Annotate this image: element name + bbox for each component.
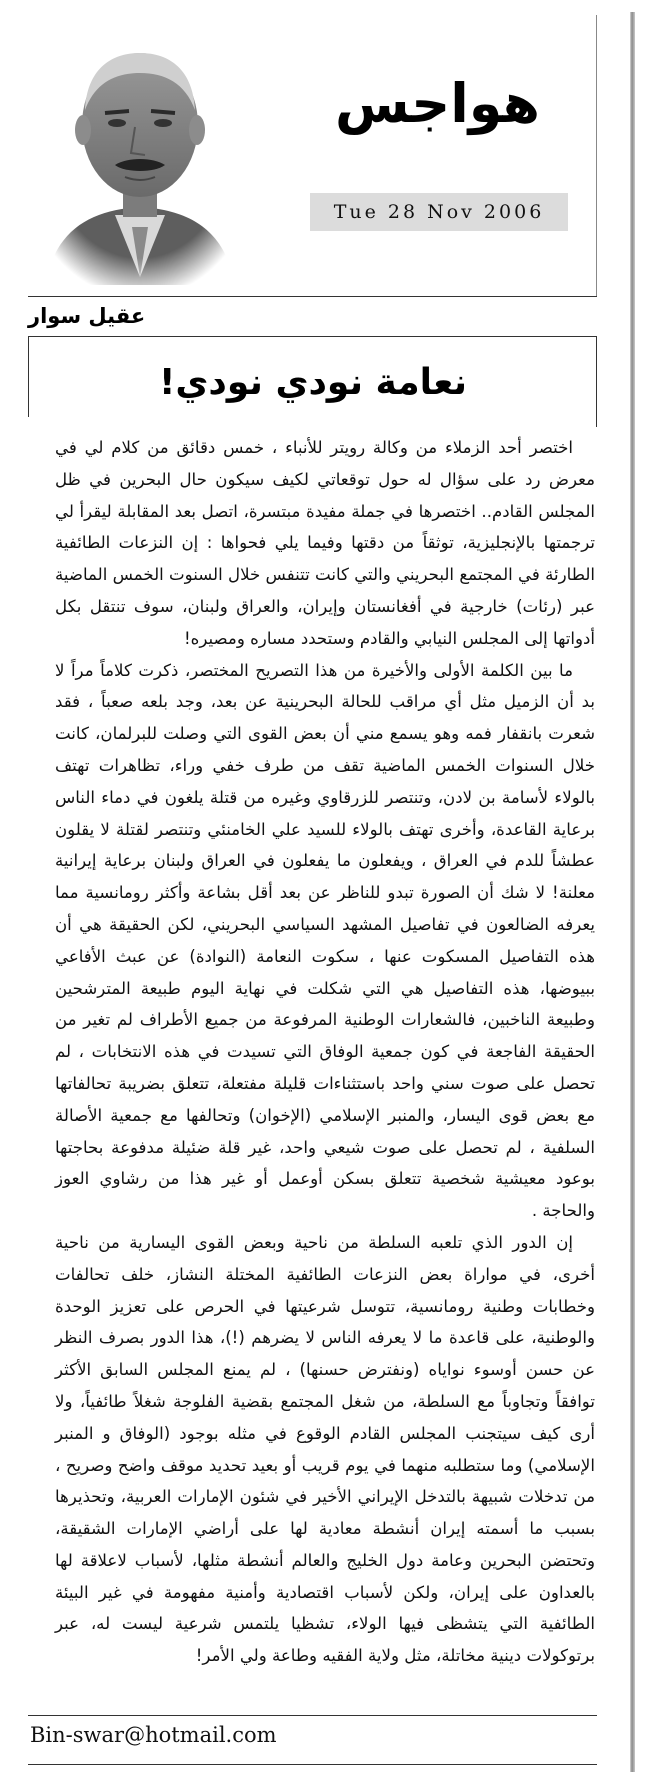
footer-rule-bottom (28, 1764, 597, 1765)
headline-box-right-rule (596, 337, 597, 427)
headline-box-left-rule (28, 337, 29, 417)
article-paragraph: ما بين الكلمة الأولى والأخيرة من هذا التصريح المختصر، ذكرت كلاماً مراً لا بد أن الزميل مثل أي مراقب للحالة البحرينية عن بعد، وجد بلعه صعباً ، فقد شعرت بانقفار فمه وهو يسمع مني أن بعض القوى التي وصلت للبرلمان، كانت خلال السنوات الخمس الماضية تقف من طرف خفي وراء، تظاهرات تهتف بالولاء لأسامة بن لادن، وتنتصر للزرقاوي وغيره من قتلة يلغون في دماء الناس برعاية القاعدة، وأخرى تهتف بالولاء للسيد علي الخامنئي وتنتصر لقتلة لا يقلون عطشاً للدم في العراق ، ويفعلون ما يفعلون في العراق ولبنان برعاية إيرانية معلنة! لا شك أن الصورة تبدو للناظر عن بعد أقل بشاعة وأكثر رومانسية مما يعرفه الضالعون في تفاصيل المشهد السياسي البحريني، لكن الحقيقة هي أن هذه التفاصيل المسكوت عنها ، سكوت النعامة (النوادة) عن عبث الأفاعي ببيوضها، هذه التفاصيل هي التي شكلت في نهاية اليوم طبيعة المترشحين وطبيعة الناخبين، فالشعارات الوطنية المرفوعة من جميع الأطراف لم تغير من الحقيقة الفاجعة في كون جمعية الوفاق التي تسيدت في هذه الانتخابات ، لم تحصل على صوت سني واحد باستثناءات قليلة مفتعلة، تتعلق بضريبة تحالفاتها مع بعض قوى اليسار، والمنبر الإسلامي (الإخوان) وتحالفها مع جمعية الأصالة السلفية ، لم تحصل على صوت شيعي واحد، غير قلة ضئيلة مدفوعة بحاجتها بوعود معيشية شخصية تتعلق بسكن أوعمل أو غير هذا من رشاوي العوز والحاجة . (55, 660, 595, 1221)
footer-rule-top (28, 1715, 597, 1716)
header-rule (28, 296, 597, 297)
article-headline: نعامة نودي نودي! (158, 362, 468, 403)
column-title: هواجس (334, 72, 540, 135)
page-edge-rule (630, 12, 635, 1772)
author-name: عقيل سوار (28, 304, 146, 328)
author-email[interactable]: Bin-swar@hotmail.com (30, 1723, 277, 1747)
article-paragraph: إن الدور الذي تلعبه السلطة من ناحية وبعض القوى اليسارية من ناحية أخرى، في مواراة بعض النزعات الطائفية المختلة النشاز، خلف تحالفات وخطابات وطنية رومانسية، تتوسل شرعيتها في الحرص على تعزيز الوحدة والوطنية، على قاعدة ما لا يعرفه الناس لا يضرهم (!)، هذا الدور بصرف النظر عن حسن أوسوء نواياه (ونفترض حسنها) ، لم يمنع المجلس السابق الأكثر توافقاً وتجاوباً مع السلطة، من شغل المجتمع بقضية الفلوجة شغلاً طائفياً، ولا أرى كيف سيتجنب المجلس القادم الوقوع في مثله بوجود (الوفاق و المنبر الإسلامي) وما ستطلبه منهما في يوم قريب أو بعيد تحديد موقف واضح وصريح ، من تدخلات شبيهة بالتدخل الإيراني الأخير في شئون الإمارات العربية، وتحذيرها بسبب ما أسمته إيران أنشطة معادية لها على أراضي الإمارات الشقيقة، وتحتضن البحرين وعامة دول الخليج والعالم أنشطة مثلها، لأسباب لاعلاقة لها بالعداون على إيران، ولكن لأسباب اقتصادية وأمنية مفهومة في غير البيئة الطائفية التي يتشظى فيها الولاء، تشظيا يلتمس شرعية ليست له، عبر برتوكولات دينية مخاتلة، مثل ولاية الفقيه وطاعة ولي الأمر! (55, 1232, 595, 1666)
header-divider (596, 15, 597, 297)
column-header (0, 0, 630, 300)
article-paragraph: اختصر أحد الزملاء من وكالة رويتر للأنباء ، خمس دقائق من كلام لي في معرض رد على سؤال له حول توقعاتي لكيف سيكون حال البحرين في ظل المجلس القادم.. اختصرها في جملة مفيدة مبتسرة، اتصل بعد المقابلة ليقرأ لي ترجمتها بالإنجليزية، توثقاً من دقتها وفيما يلي فحواها : إن النزعات الطائفية الطارئة في المجتمع البحريني والتي كانت تتنفس خلال السنوت الخمس الماضية عبر (رئات) خارجية في أفغانستان وإيران، والعراق ولبنان، سوف تنتقل بكل أدواتها إلى المجلس النيابي والقادم وستحدد مساره ومصيره! (55, 438, 595, 648)
author-photo (35, 15, 245, 285)
publication-date: Tue 28 Nov 2006 (310, 193, 568, 231)
author-rule (28, 336, 597, 337)
article-body (55, 432, 595, 1672)
